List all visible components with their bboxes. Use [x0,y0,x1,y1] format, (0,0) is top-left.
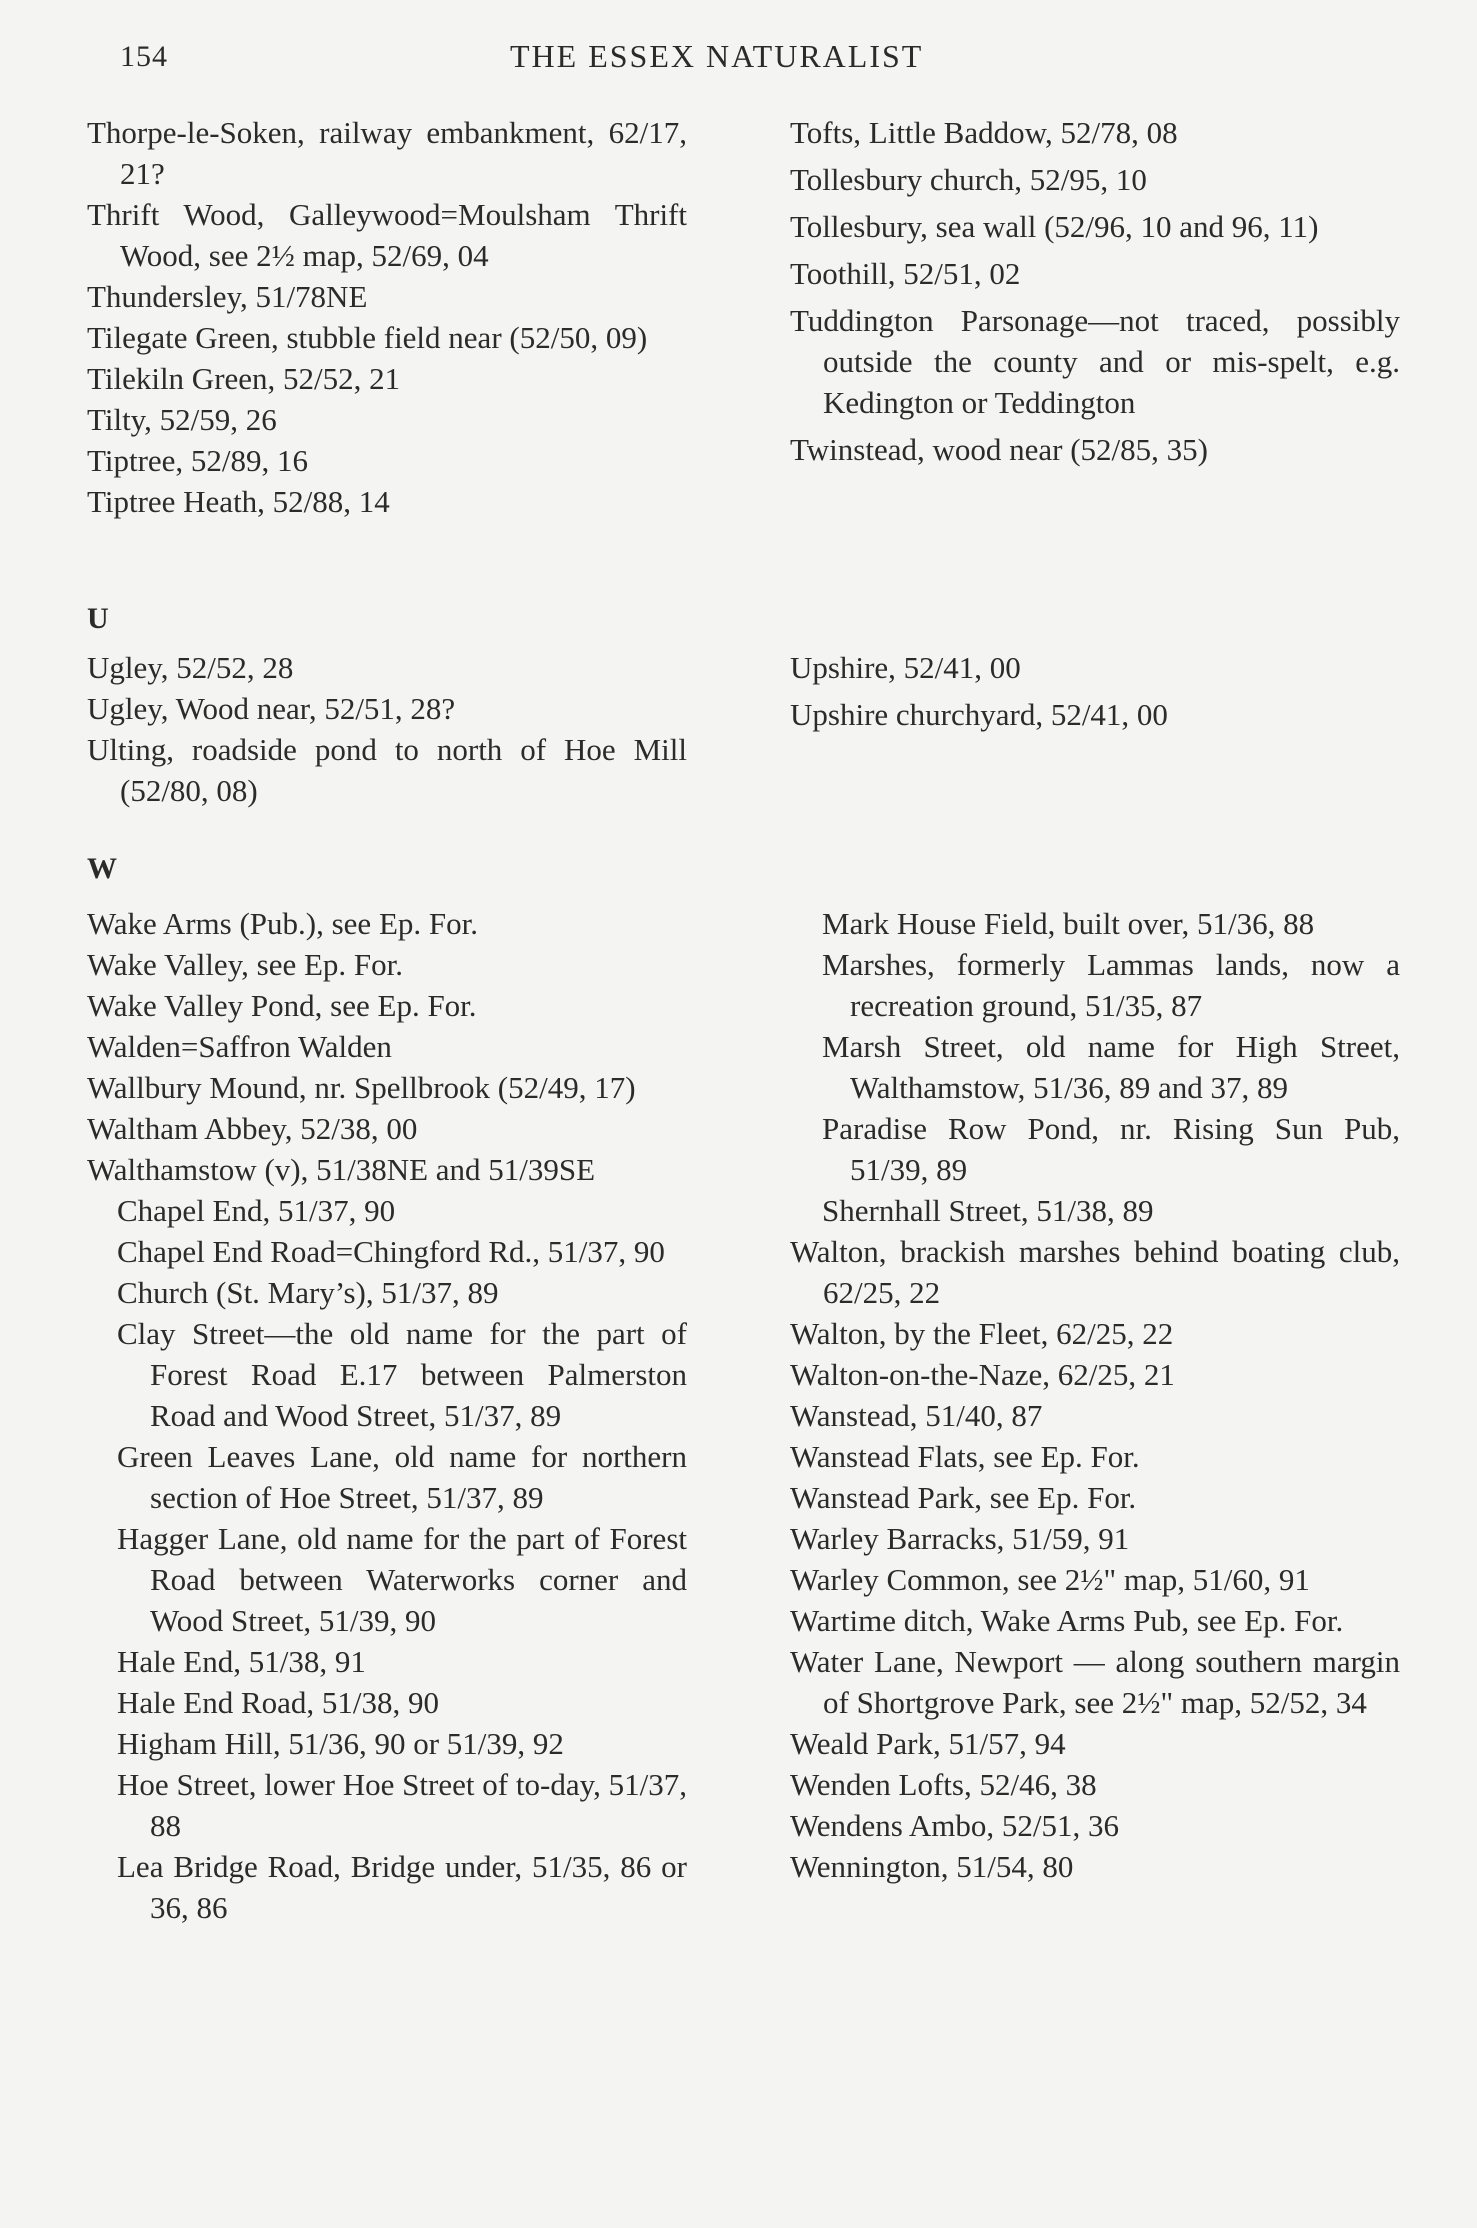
index-entry: Twinstead, wood near (52/85, 35) [790,432,1208,467]
index-entry: Wendens Ambo, 52/51, 36 [790,1808,1120,1843]
u-entries-left [87,647,687,811]
index-entry: Wake Valley Pond, see Ep. For. [87,988,477,1023]
index-subentry: Paradise Row Pond, nr. Rising Sun Pub, 51/39, 89 [822,1111,1400,1187]
index-entry: Walthamstow (v), 51/38NE and 51/39SE [87,1152,596,1187]
w-entries-left [87,903,687,1928]
index-subentry: Hagger Lane, old name for the part of Forest Road between Waterworks corner and Wood Street, 51/39, 90 [117,1521,687,1638]
index-entry: Toothill, 52/51, 02 [790,256,1021,291]
index-entry: Tollesbury, sea wall (52/96, 10 and 96, 11) [790,209,1319,244]
index-entry: Wake Arms (Pub.), see Ep. For. [87,906,478,941]
section-letter-w: W [87,852,118,885]
t-entries-right [790,112,1400,476]
index-subentry: Chapel End, 51/37, 90 [117,1193,396,1228]
section-letter-u: U [87,602,110,635]
index-entry: Thorpe-le-Soken, railway embankment, 62/17, 21? [87,115,687,191]
index-entry: Upshire churchyard, 52/41, 00 [790,697,1168,732]
index-entry: Tiptree Heath, 52/88, 14 [87,484,390,519]
index-subentry: Marshes, formerly Lammas lands, now a recreation ground, 51/35, 87 [822,947,1400,1023]
index-entry: Ulting, roadside pond to north of Hoe Mill (52/80, 08) [87,732,687,808]
index-entry: Upshire, 52/41, 00 [790,650,1021,685]
index-entry: Walton-on-the-Naze, 62/25, 21 [790,1357,1175,1392]
index-entry: Walton, brackish marshes behind boating club, 62/25, 22 [790,1234,1400,1310]
index-subentry: Hale End Road, 51/38, 90 [117,1685,440,1720]
index-entry: Wenden Lofts, 52/46, 38 [790,1767,1097,1802]
index-entry: Tilekiln Green, 52/52, 21 [87,361,401,396]
index-subentry: Hale End, 51/38, 91 [117,1644,366,1679]
t-entries-left [87,112,687,522]
index-entry: Wanstead, 51/40, 87 [790,1398,1043,1433]
index-entry: Water Lane, Newport — along southern margin of Shortgrove Park, see 2½" map, 52/52, 34 [790,1644,1400,1720]
index-subentry: Mark House Field, built over, 51/36, 88 [822,906,1315,941]
index-entry: Ugley, 52/52, 28 [87,650,294,685]
index-entry: Warley Barracks, 51/59, 91 [790,1521,1130,1556]
index-subentry: Shernhall Street, 51/38, 89 [822,1193,1154,1228]
index-entry: Tiptree, 52/89, 16 [87,443,309,478]
index-entry: Thrift Wood, Galleywood=Moulsham Thrift Wood, see 2½ map, 52/69, 04 [87,197,687,273]
index-entry: Warley Common, see 2½" map, 51/60, 91 [790,1562,1310,1597]
index-entry: Wake Valley, see Ep. For. [87,947,404,982]
index-entry: Tofts, Little Baddow, 52/78, 08 [790,115,1178,150]
index-subentry: Green Leaves Lane, old name for northern section of Hoe Street, 51/37, 89 [117,1439,687,1515]
index-entry: Wennington, 51/54, 80 [790,1849,1074,1884]
index-entry: Wanstead Flats, see Ep. For. [790,1439,1140,1474]
index-entry: Wartime ditch, Wake Arms Pub, see Ep. For. [790,1603,1344,1638]
index-entry: Tollesbury church, 52/95, 10 [790,162,1147,197]
w-entries-right [790,903,1400,1887]
page-number: 154 [120,40,168,73]
index-entry: Tilty, 52/59, 26 [87,402,277,437]
index-entry: Walton, by the Fleet, 62/25, 22 [790,1316,1174,1351]
index-entry: Tilegate Green, stubble field near (52/50, 09) [87,320,648,355]
u-entries-right [790,647,1400,741]
index-entry: Ugley, Wood near, 52/51, 28? [87,691,456,726]
index-entry: Waltham Abbey, 52/38, 00 [87,1111,418,1146]
index-entry: Wallbury Mound, nr. Spellbrook (52/49, 17) [87,1070,636,1105]
index-subentry: Marsh Street, old name for High Street, Walthamstow, 51/36, 89 and 37, 89 [822,1029,1400,1105]
index-entry: Walden=Saffron Walden [87,1029,392,1064]
index-entry: Wanstead Park, see Ep. For. [790,1480,1137,1515]
index-entry: Tuddington Parsonage—not traced, possibly outside the county and or mis-spelt, e.g. Kedington or Teddington [790,303,1400,420]
index-entry: Weald Park, 51/57, 94 [790,1726,1066,1761]
index-subentry: Chapel End Road=Chingford Rd., 51/37, 90 [117,1234,665,1269]
index-subentry: Higham Hill, 51/36, 90 or 51/39, 92 [117,1726,564,1761]
index-subentry: Church (St. Mary’s), 51/37, 89 [117,1275,499,1310]
index-entry: Thundersley, 51/78NE [87,279,368,314]
running-head: THE ESSEX NATURALIST [510,38,924,74]
index-subentry: Hoe Street, lower Hoe Street of to-day, 51/37, 88 [117,1767,687,1843]
page-header [0,30,1477,80]
index-subentry: Clay Street—the old name for the part of Forest Road E.17 between Palmerston Road and Wood Street, 51/37, 89 [117,1316,687,1433]
index-subentry: Lea Bridge Road, Bridge under, 51/35, 86 or 36, 86 [117,1849,687,1925]
